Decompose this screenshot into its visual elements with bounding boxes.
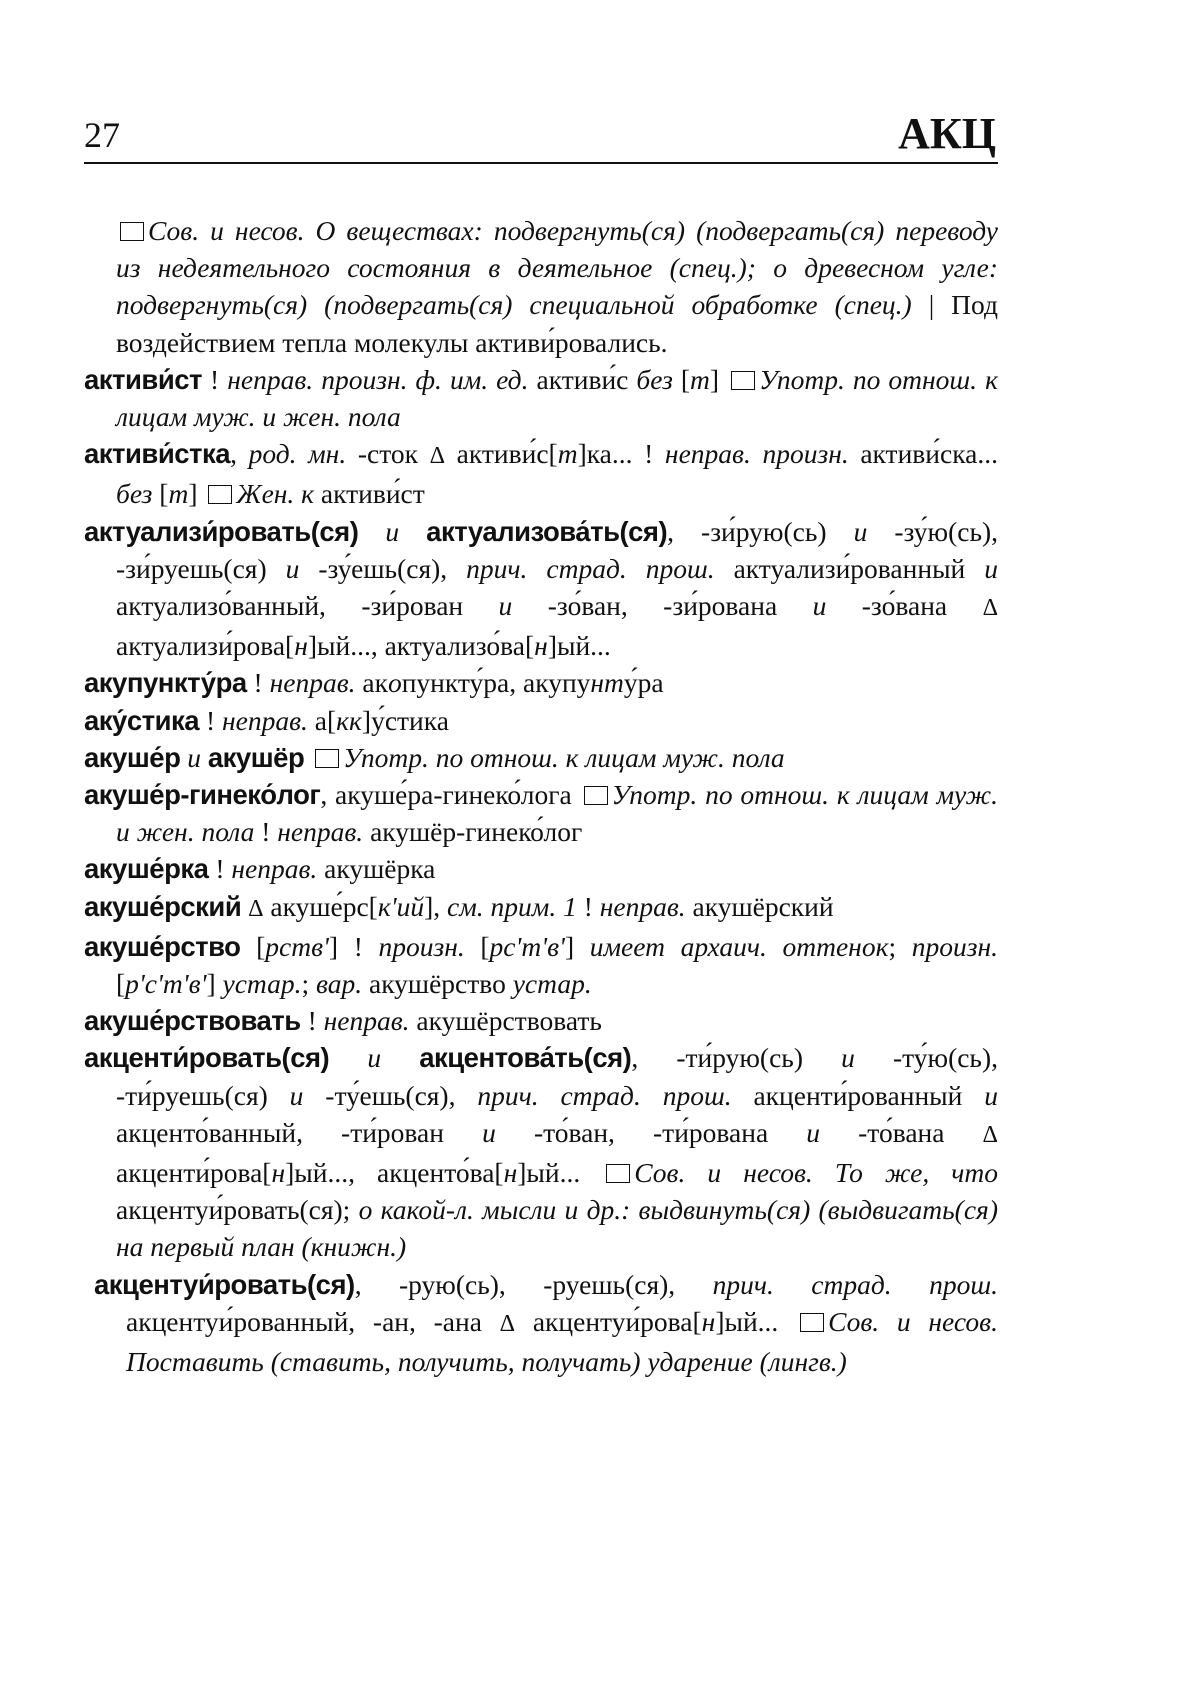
entry-akusherka [84,850,998,887]
entry-aktualizirovat [84,513,998,665]
triangle-icon: Δ [499,1310,516,1337]
text: -зо́вана [826,590,983,622]
label-italic: и [289,1079,304,1111]
label-italic: н [271,1157,286,1189]
text: ! [576,890,600,922]
text: акценто́ванный, -ти́рован [116,1116,483,1148]
text: ! [199,704,222,736]
text: ]ый..., актуализо́ва[ [307,630,535,662]
label-italic: Употр. по отнош. к лицам муж. пола [343,741,785,773]
text: актуализи́рова[ [116,630,295,662]
label-italic: неправ. [231,853,318,885]
label-italic: произн. [378,930,465,962]
label-italic: о [387,667,402,699]
text: -зо́ван, -зи́рована [512,590,813,622]
text: ! [254,816,278,848]
headword: акуше́рский [84,890,242,922]
triangle-icon: Δ [429,443,446,470]
text: ! [300,1005,324,1037]
text: акцентуи́рова[ [515,1305,702,1337]
label-italic: к'ий [377,890,425,922]
text: ]ый..., акценто́ва[ [285,1157,504,1189]
label-italic: неправ. [269,667,356,699]
text: активи́ст [314,478,425,510]
page-number: 27 [84,115,120,155]
label-italic: Сов. и несов. О веществах: подвергнуть(ся) (подвергать(ся) переводу из недеятельного состояния в деятельное (спец.); о древесном угле: подвергнуть(ся) (подвергать(ся) специальной обработке (спец.) [116,215,998,321]
text: | Под воздействием тепла молекулы активи́ровались. [116,289,998,358]
label-italic: т [557,438,578,470]
text: а[ [307,704,337,736]
label-italic: см. прим. 1 [447,890,577,922]
label-italic: неправ. произн. [664,438,849,470]
text: -то́ван, -ти́рована [495,1116,807,1148]
label-italic: и [358,515,427,547]
text: акушёрка [317,853,436,885]
label-italic: неправ. произн. ф. им. ед. [227,363,529,395]
text: ] [709,363,728,395]
text: -зу́ю(сь), -зи́руешь(ся) [116,515,999,584]
entry-aktivistka [84,435,998,512]
text: ! [246,667,270,699]
text: -сток [346,438,430,470]
triangle-icon: Δ [248,895,264,922]
headword: акуше́рство [84,930,241,962]
entry-akustika [84,702,998,739]
text: [ [240,930,266,962]
headword: акуше́р-гинеко́лог [84,779,321,811]
label-italic: р'с'т'в' [125,968,207,1000]
text: [ [672,363,691,395]
text: ]ый... [715,1305,797,1337]
entry-akusherstvo [84,928,998,1002]
label-italic: и [984,552,999,584]
entry-akusherskiy [84,888,998,928]
label-italic: Употр. по отнош. к лицам муж. и жен. пола [116,363,998,433]
meaning-box-icon [731,371,755,390]
text [304,742,311,773]
meaning-box-icon [800,1313,824,1332]
text: пункту́ра, акупу [401,667,591,699]
meaning-box-icon [315,749,339,768]
label-italic: Сов. и несов. То же, что [634,1157,998,1189]
entry-akusher [84,739,998,776]
label-italic: прич. страд. прош. [477,1079,732,1111]
text: ] [206,968,223,1000]
headword: акцентуи́ровать(ся) [94,1268,355,1300]
page-header [84,108,996,164]
label-italic: имеет архаич. оттенок [589,930,889,962]
text: активи́ска... [848,438,998,470]
label-italic: н [701,1305,716,1337]
headword: акцентова́ть(ся) [419,1042,632,1074]
text: активи́с [528,363,637,395]
text: активи́с[ [445,438,558,470]
label-italic: кк [336,704,362,736]
text: ], [424,890,448,922]
text: , [230,438,249,470]
headword: акупункту́ра [84,667,247,699]
text: акценти́рованный [731,1079,985,1111]
label-italic: произн. [911,930,998,962]
text: -то́вана [820,1116,983,1148]
label-italic: т [168,478,189,510]
text: ] ! [328,930,379,962]
text: актуализо́ванный, -зи́рован [116,590,499,622]
label-italic: устар. [512,968,592,1000]
label-italic: и [180,741,208,773]
label-italic: рств' [265,930,329,962]
text: ! [208,853,232,885]
label-italic: и [285,552,300,584]
label-italic: о какой-л. мысли и др.: выдвинуть(ся) (выдвигать(ся) на первый план (книжн.) [116,1194,998,1263]
label-italic: неправ. [277,816,364,848]
label-italic: нт [590,667,624,699]
text: -ту́ю(сь), -ти́руешь(ся) [116,1042,999,1111]
meaning-box-icon [208,485,232,504]
headword: акценти́ровать(ся) [84,1042,330,1074]
headword: акушёр [207,741,305,773]
meaning-box-icon [584,786,608,805]
label-italic: н [503,1157,518,1189]
label-italic: вар. [316,968,363,1000]
label-italic: и [984,1079,999,1111]
label-italic: н [294,630,308,662]
text: ]у́стика [361,704,449,736]
text: ]ый... [547,630,611,662]
label-italic: и [329,1042,420,1074]
meaning-box-icon [606,1164,630,1183]
dictionary-entries [84,212,998,1380]
text: у́ра [623,667,664,699]
text: [ [116,968,126,1000]
label-italic: и [812,590,827,622]
text: акушёрский [685,890,834,922]
headword: аку́стика [84,704,200,736]
text: ]ка... ! [577,438,665,470]
label-italic: устар. [222,968,302,1000]
entry-akusherstvovat [84,1002,998,1039]
text: акушёр-гинеко́лог [363,816,583,848]
text: акценти́рова[ [116,1157,272,1189]
text: акушёрствовать [409,1005,602,1037]
text: ] [564,930,590,962]
text: акцентуи́ровать(ся); [116,1194,359,1226]
text: , -зи́рую(сь) [667,515,854,547]
text: , -ти́рую(сь) [631,1042,842,1074]
text: акуше́рс[ [263,890,378,922]
headword: актуализи́ровать(ся) [84,515,359,547]
text: [ [464,930,490,962]
triangle-icon: Δ [982,595,998,622]
entry-cont-aktivirovat [84,212,998,361]
triangle-icon: Δ [982,1121,998,1148]
text: актуализи́рованный [714,552,985,584]
text: ]ый... [517,1157,603,1189]
label-italic: без [636,363,673,395]
text: [ [152,478,169,510]
label-italic: неправ. [222,704,308,736]
label-italic: Употр. по отнош. к лицам муж. и жен. пола [116,779,998,848]
entry-aktsentirovat [84,1039,998,1265]
label-italic: т [690,363,710,395]
text: ак [355,667,388,699]
label-italic: прич. страд. прош. [466,552,715,584]
label-italic: без [116,478,153,510]
label-italic: прич. страд. прош. [712,1268,998,1300]
text: акушёрство [362,968,513,1000]
label-italic: и [853,515,868,547]
headword: активи́ст [84,363,203,395]
guide-word: АКЦ [898,109,996,158]
text: , акуше́ра-гинеко́лога [320,779,580,811]
headword: акуше́рка [84,853,209,885]
label-italic: рс'т'в' [489,930,565,962]
text: ; [888,930,912,962]
label-italic: и [841,1042,855,1074]
text: -зу́ешь(ся), [299,552,467,584]
header-rule [84,162,998,164]
label-italic: неправ. [599,890,686,922]
text: , -рую(сь), -руешь(ся), [354,1268,713,1300]
label-italic: и [482,1116,496,1148]
meaning-box-icon [120,222,144,241]
label-italic: Сов. и несов. Поставить (ставить, получить, получать) ударение (лингв.) [126,1305,998,1378]
label-italic: и [498,590,513,622]
headword: акуше́р [84,741,181,773]
entry-akusher-ginekolog [84,776,998,850]
text: ; [301,968,316,1000]
headword: акуше́рствовать [84,1005,301,1037]
label-italic: Жен. к [236,478,315,510]
text: акцентуи́рованный, -ан, -ана [126,1305,500,1337]
text: -ту́ешь(ся), [303,1079,478,1111]
entry-aktsentuirovat [94,1266,998,1381]
label-italic: род. мн. [248,438,347,470]
text: ] [188,478,205,510]
label-italic: неправ. [323,1005,410,1037]
headword: актуализова́ть(ся) [426,515,668,547]
text: ! [202,363,228,395]
entry-aktivist [84,361,998,435]
label-italic: и [806,1116,821,1148]
entry-akupunktura [84,664,998,701]
headword: активи́стка [84,438,231,470]
label-italic: н [534,630,548,662]
